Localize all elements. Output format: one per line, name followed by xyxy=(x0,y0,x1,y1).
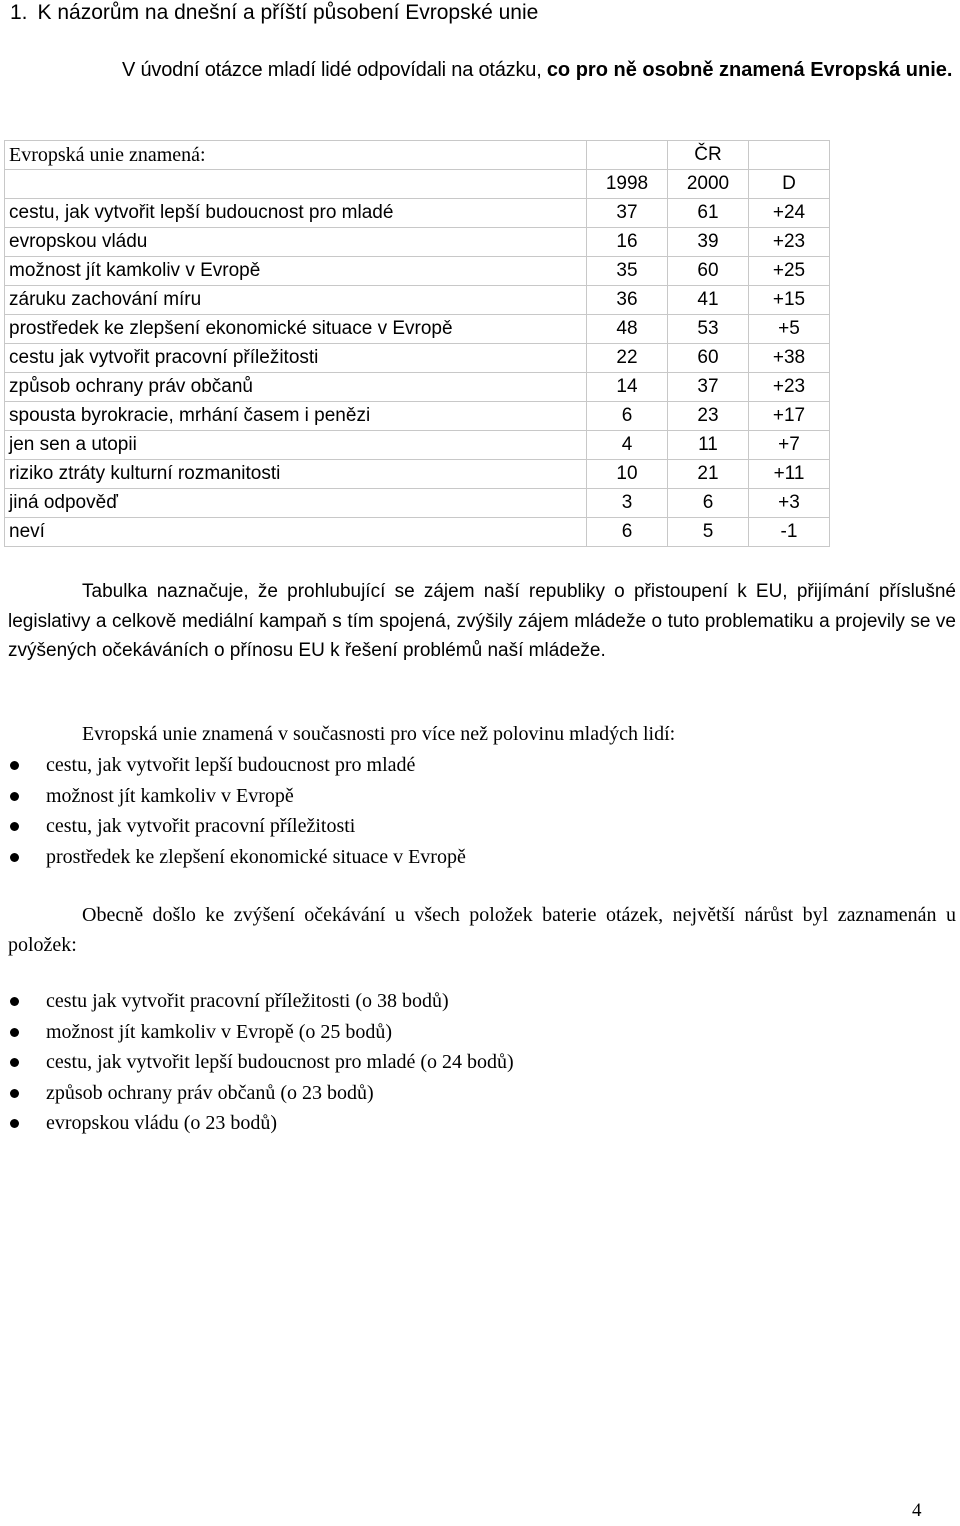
bullet-icon xyxy=(10,1089,19,1098)
list-item xyxy=(8,1047,514,1078)
value-2000: 6 xyxy=(668,489,749,518)
value-difference: +25 xyxy=(749,257,830,286)
value-1998: 48 xyxy=(587,315,668,344)
row-label: možnost jít kamkoliv v Evropě xyxy=(5,257,587,286)
list-item xyxy=(8,986,514,1017)
bullet-icon xyxy=(10,997,19,1006)
value-1998: 37 xyxy=(587,199,668,228)
section-number: 1. xyxy=(10,1,28,24)
table-row xyxy=(5,518,830,547)
list-item xyxy=(8,1078,514,1109)
table-row xyxy=(5,286,830,315)
table-row xyxy=(5,344,830,373)
row-label: cestu, jak vytvořit lepší budoucnost pro mladé xyxy=(5,199,587,228)
value-2000: 60 xyxy=(668,344,749,373)
value-1998: 16 xyxy=(587,228,668,257)
list-item-text: evropskou vládu (o 23 bodů) xyxy=(46,1112,278,1134)
row-label: neví xyxy=(5,518,587,547)
list-item-text: prostředek ke zlepšení ekonomické situace v Evropě xyxy=(46,845,466,868)
bullet-icon xyxy=(10,761,19,770)
value-1998: 14 xyxy=(587,373,668,402)
table-row xyxy=(5,228,830,257)
table-title-row xyxy=(5,141,830,170)
value-1998: 3 xyxy=(587,489,668,518)
list-item-text: cestu, jak vytvořit lepší budoucnost pro mladé (o 24 bodů) xyxy=(46,1051,514,1073)
value-difference: +24 xyxy=(749,199,830,228)
bullet-icon xyxy=(10,853,19,862)
bullet-icon xyxy=(10,1058,19,1067)
value-1998: 36 xyxy=(587,286,668,315)
row-label: spousta byrokracie, mrhání časem i penězi xyxy=(5,402,587,431)
column-header-d: D xyxy=(749,170,830,199)
row-label: prostředek ke zlepšení ekonomické situace v Evropě xyxy=(5,315,587,344)
value-2000: 39 xyxy=(668,228,749,257)
growth-intro xyxy=(8,901,956,960)
value-difference: +23 xyxy=(749,373,830,402)
table-row xyxy=(5,315,830,344)
value-2000: 41 xyxy=(668,286,749,315)
intro-lead: V úvodní otázce mladí lidé odpovídali na otázku, xyxy=(122,59,542,81)
value-difference: +17 xyxy=(749,402,830,431)
growth-list xyxy=(8,986,514,1139)
list-item-text: cestu, jak vytvořit lepší budoucnost pro mladé xyxy=(46,754,416,776)
table-row xyxy=(5,373,830,402)
list-item xyxy=(8,1017,514,1048)
table-row xyxy=(5,199,830,228)
value-2000: 37 xyxy=(668,373,749,402)
column-header-2000: 2000 xyxy=(668,170,749,199)
list-item-text: cestu, jak vytvořit pracovní příležitosti xyxy=(46,815,356,837)
value-1998: 35 xyxy=(587,257,668,286)
list-item-text: možnost jít kamkoliv v Evropě (o 25 bodů) xyxy=(46,1020,393,1043)
value-2000: 61 xyxy=(668,199,749,228)
table-row xyxy=(5,489,830,518)
list-item-text: způsob ochrany práv občanů (o 23 bodů) xyxy=(46,1081,374,1104)
section-heading xyxy=(10,0,538,26)
list-item-text: cestu jak vytvořit pracovní příležitosti (o 38 bodů) xyxy=(46,990,449,1012)
value-1998: 6 xyxy=(587,402,668,431)
majority-intro xyxy=(8,720,956,750)
value-2000: 11 xyxy=(668,431,749,460)
value-difference: +11 xyxy=(749,460,830,489)
value-2000: 5 xyxy=(668,518,749,547)
row-label: cestu jak vytvořit pracovní příležitosti xyxy=(5,344,587,373)
value-difference: +5 xyxy=(749,315,830,344)
row-label: riziko ztráty kulturní rozmanitosti xyxy=(5,460,587,489)
row-label: jen sen a utopii xyxy=(5,431,587,460)
table-row xyxy=(5,257,830,286)
value-difference: +15 xyxy=(749,286,830,315)
value-1998: 10 xyxy=(587,460,668,489)
table-title: Evropská unie znamená: xyxy=(5,141,587,170)
value-difference: -1 xyxy=(749,518,830,547)
country-header: ČR xyxy=(668,141,749,170)
table-row xyxy=(5,460,830,489)
section-title: K názorům na dnešní a příští působení Evropské unie xyxy=(37,1,539,24)
value-difference: +38 xyxy=(749,344,830,373)
list-item xyxy=(8,811,466,842)
value-difference: +7 xyxy=(749,431,830,460)
survey-table xyxy=(4,140,830,547)
list-item-text: možnost jít kamkoliv v Evropě xyxy=(46,784,294,807)
bullet-icon xyxy=(10,1119,19,1128)
list-item xyxy=(8,1108,514,1139)
list-item xyxy=(8,842,466,873)
row-label: evropskou vládu xyxy=(5,228,587,257)
value-difference: +3 xyxy=(749,489,830,518)
row-label: jiná odpověď xyxy=(5,489,587,518)
value-difference: +23 xyxy=(749,228,830,257)
row-label: záruku zachování míru xyxy=(5,286,587,315)
table-column-header-row xyxy=(5,170,830,199)
value-2000: 53 xyxy=(668,315,749,344)
bullet-icon xyxy=(10,1028,19,1037)
majority-list xyxy=(8,750,466,872)
table-row xyxy=(5,431,830,460)
table-commentary-text: Tabulka naznačuje, že prohlubující se zájem naší republiky o přistoupení k EU, přijímání příslušné legislativy a celkově mediální kampaň s tím spojená, zvýšily zájem mládeže o tuto problematiku a projevily se ve zvýšených očekáváních o přínosu EU k řešení problémů naší mládeže. xyxy=(8,581,956,661)
growth-intro-text: Obecně došlo ke zvýšení očekávání u všech položek baterie otázek, největší nárůst byl zaznamenán u položek: xyxy=(8,904,956,956)
intro-question: co pro ně osobně znamená Evropská unie. xyxy=(546,59,953,81)
table-row xyxy=(5,402,830,431)
value-1998: 6 xyxy=(587,518,668,547)
value-1998: 4 xyxy=(587,431,668,460)
intro-paragraph xyxy=(8,56,956,84)
bullet-icon xyxy=(10,822,19,831)
bullet-icon xyxy=(10,792,19,801)
page-number: 4 xyxy=(912,1500,922,1521)
majority-intro-text: Evropská unie znamená v současnosti pro více než polovinu mladých lidí: xyxy=(82,723,676,745)
column-header-1998: 1998 xyxy=(587,170,668,199)
table-commentary xyxy=(8,577,956,666)
value-1998: 22 xyxy=(587,344,668,373)
value-2000: 60 xyxy=(668,257,749,286)
value-2000: 23 xyxy=(668,402,749,431)
list-item xyxy=(8,750,466,781)
value-2000: 21 xyxy=(668,460,749,489)
list-item xyxy=(8,781,466,812)
row-label: způsob ochrany práv občanů xyxy=(5,373,587,402)
